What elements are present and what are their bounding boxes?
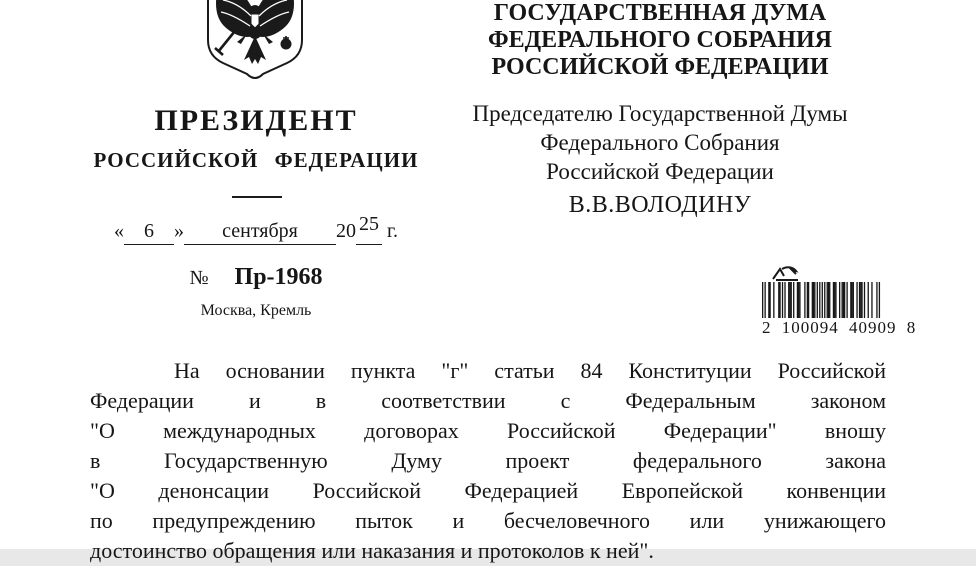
barcode-block xyxy=(762,264,917,338)
date-month-field xyxy=(184,220,336,245)
postal-mark-icon xyxy=(770,264,804,282)
body-line: в Государственную Думу проект федерального закона xyxy=(90,448,886,473)
addressee-line: Российской Федерации xyxy=(546,159,774,184)
document-number: Пр-1968 xyxy=(234,264,323,290)
addressee-name: В.В.ВОЛОДИНУ xyxy=(568,192,752,218)
date-year: 25 xyxy=(359,213,380,235)
recipient-org-line: РОССИЙСКОЙ ФЕДЕРАЦИИ xyxy=(491,54,829,80)
date-era: г. xyxy=(387,220,398,242)
divider-dash xyxy=(232,196,282,198)
body-line: "О международных договорах Российской Федерации" вношу xyxy=(90,418,886,443)
body-line: достоинство обращения или наказания и протоколов к ней". xyxy=(90,538,654,563)
body-line: по предупреждению пыток и бесчеловечного или унижающего xyxy=(90,508,886,533)
document-number-line xyxy=(60,264,452,291)
date-line xyxy=(60,213,452,245)
recipient-org xyxy=(448,0,872,81)
date-quote-open: « xyxy=(114,220,125,242)
addressee-line: Федерального Собрания xyxy=(540,130,780,155)
barcode-number: 2 100094 40909 8 xyxy=(762,318,917,337)
date-month: сентября xyxy=(222,220,298,242)
date-day: 6 xyxy=(144,220,155,242)
sender-title: ПРЕЗИДЕНТ xyxy=(154,104,358,137)
body-line: Федерации и в соответствии с Федеральным законом xyxy=(90,388,886,413)
body-line: "О денонсации Российской Федерацией Европейской конвенции xyxy=(90,478,886,503)
number-sign: № xyxy=(189,267,209,289)
addressee-line: Председателю Государственной Думы xyxy=(472,101,848,126)
recipient-org-line: ГОСУДАРСТВЕННАЯ ДУМА xyxy=(493,0,827,26)
date-day-field xyxy=(124,220,174,245)
document-place: Москва, Кремль xyxy=(200,302,312,319)
body-line: На основании пункта "г" статьи 84 Конституции Российской xyxy=(174,358,886,383)
barcode xyxy=(762,282,880,318)
coat-of-arms-icon xyxy=(203,0,307,84)
date-quote-close: » xyxy=(174,220,185,242)
sender-subtitle: РОССИЙСКОЙ ФЕДЕРАЦИИ xyxy=(93,148,419,172)
addressee-block xyxy=(448,99,872,186)
recipient-org-line: ФЕДЕРАЛЬНОГО СОБРАНИЯ xyxy=(488,27,832,53)
date-year-field xyxy=(356,213,382,245)
date-century: 20 xyxy=(336,220,357,242)
body-paragraph xyxy=(90,356,886,566)
